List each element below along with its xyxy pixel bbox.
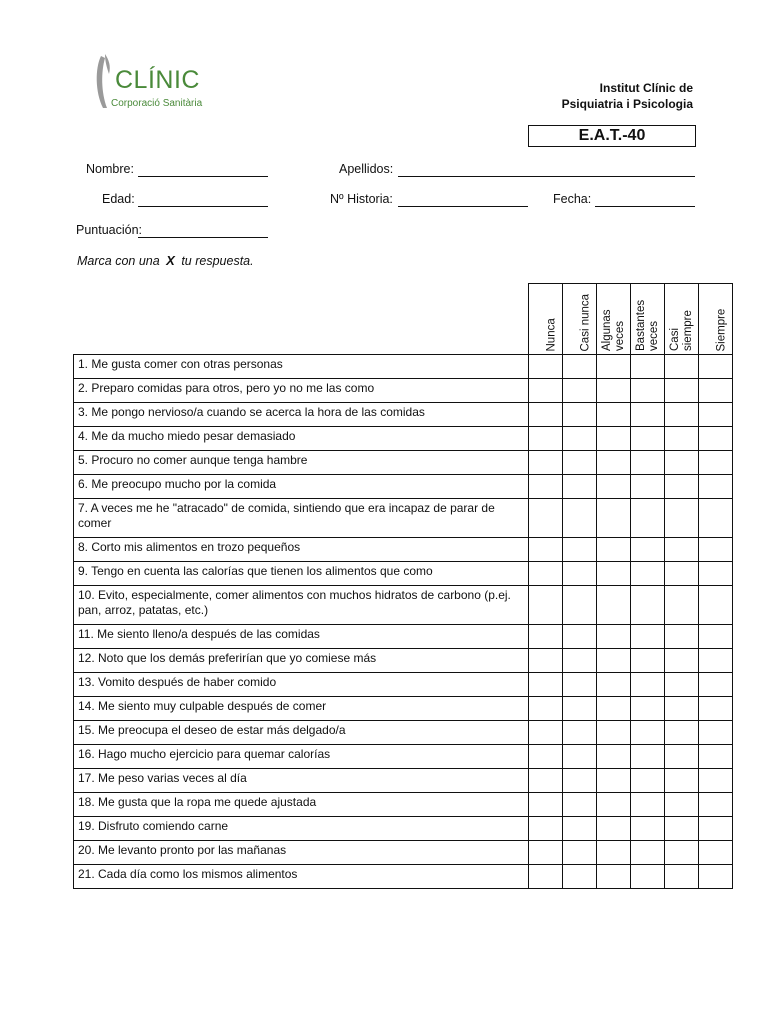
answer-cell[interactable]	[665, 721, 699, 745]
option-algunas-veces	[597, 284, 631, 355]
option-label: Casi siempre	[669, 310, 694, 351]
question-row	[74, 355, 733, 379]
answer-cell[interactable]	[699, 841, 733, 865]
answer-cell[interactable]	[563, 562, 597, 586]
question-row	[74, 451, 733, 475]
answer-cell[interactable]	[563, 745, 597, 769]
answer-cell[interactable]	[597, 427, 631, 451]
answer-cell[interactable]	[665, 841, 699, 865]
answer-cell[interactable]	[529, 817, 563, 841]
edad-label: Edad:	[102, 192, 135, 206]
answer-cell[interactable]	[699, 769, 733, 793]
question-text: 6. Me preocupo mucho por la comida	[74, 475, 529, 499]
question-row	[74, 649, 733, 673]
answer-cell[interactable]	[631, 475, 665, 499]
option-nunca	[529, 284, 563, 355]
answer-cell[interactable]	[699, 625, 733, 649]
answer-cell[interactable]	[631, 817, 665, 841]
question-text: 7. A veces me he "atracado" de comida, sintiendo que era incapaz de parar de comer	[74, 499, 529, 538]
answer-cell[interactable]	[665, 499, 699, 538]
answer-cell[interactable]	[631, 562, 665, 586]
answer-cell[interactable]	[665, 586, 699, 625]
answer-cell[interactable]	[597, 625, 631, 649]
answer-cell[interactable]	[529, 499, 563, 538]
answer-cell[interactable]	[699, 451, 733, 475]
answer-cell[interactable]	[699, 649, 733, 673]
answer-cell[interactable]	[529, 403, 563, 427]
answer-cell[interactable]	[563, 379, 597, 403]
question-text: 2. Preparo comidas para otros, pero yo no me las como	[74, 379, 529, 403]
answer-cell[interactable]	[597, 745, 631, 769]
answer-cell[interactable]	[665, 625, 699, 649]
answer-cell[interactable]	[665, 562, 699, 586]
answer-cell[interactable]	[597, 865, 631, 889]
answer-cell[interactable]	[597, 793, 631, 817]
question-text: 19. Disfruto comiendo carne	[74, 817, 529, 841]
question-text: 5. Procuro no comer aunque tenga hambre	[74, 451, 529, 475]
answer-cell[interactable]	[699, 586, 733, 625]
question-row	[74, 586, 733, 625]
answer-cell[interactable]	[529, 649, 563, 673]
answer-cell[interactable]	[563, 403, 597, 427]
question-text: 9. Tengo en cuenta las calorías que tienen los alimentos que como	[74, 562, 529, 586]
option-casi-nunca	[563, 284, 597, 355]
option-label: Casi nunca	[579, 293, 592, 351]
question-text: 11. Me siento lleno/a después de las comidas	[74, 625, 529, 649]
answer-cell[interactable]	[665, 475, 699, 499]
question-text: 13. Vomito después de haber comido	[74, 673, 529, 697]
instruction-before: Marca con una	[77, 254, 160, 268]
question-row	[74, 379, 733, 403]
instruction-mark: X	[166, 253, 175, 268]
answer-cell[interactable]	[597, 721, 631, 745]
answer-cell[interactable]	[665, 355, 699, 379]
answer-cell[interactable]	[529, 841, 563, 865]
question-text: 20. Me levanto pronto por las mañanas	[74, 841, 529, 865]
question-row	[74, 793, 733, 817]
answer-cell[interactable]	[631, 538, 665, 562]
answer-cell[interactable]	[699, 355, 733, 379]
question-text: 8. Corto mis alimentos en trozo pequeños	[74, 538, 529, 562]
answer-cell[interactable]	[529, 745, 563, 769]
answer-cell[interactable]	[529, 673, 563, 697]
question-row	[74, 625, 733, 649]
question-row	[74, 475, 733, 499]
answer-cell[interactable]	[563, 793, 597, 817]
question-row	[74, 697, 733, 721]
answer-cell[interactable]	[529, 562, 563, 586]
apellidos-label: Apellidos:	[339, 162, 394, 176]
answer-cell[interactable]	[529, 355, 563, 379]
option-casi-siempre	[665, 284, 699, 355]
answer-cell[interactable]	[665, 745, 699, 769]
answer-cell[interactable]	[699, 865, 733, 889]
answer-cell[interactable]	[529, 697, 563, 721]
answer-cell[interactable]	[699, 427, 733, 451]
fecha-label: Fecha:	[553, 192, 592, 206]
answer-cell[interactable]	[563, 499, 597, 538]
question-text: 21. Cada día como los mismos alimentos	[74, 865, 529, 889]
nombre-field[interactable]	[138, 176, 268, 177]
answer-cell[interactable]	[665, 379, 699, 403]
answer-cell[interactable]	[665, 793, 699, 817]
answer-cell[interactable]	[699, 745, 733, 769]
instruction-after: tu respuesta.	[181, 254, 254, 268]
logo-name: CLÍNIC	[115, 66, 200, 94]
question-text: 12. Noto que los demás preferirían que yo comiese más	[74, 649, 529, 673]
answer-cell[interactable]	[597, 841, 631, 865]
answer-cell[interactable]	[631, 769, 665, 793]
answer-cell[interactable]	[597, 403, 631, 427]
question-text: 15. Me preocupa el deseo de estar más delgado/a	[74, 721, 529, 745]
answer-cell[interactable]	[631, 841, 665, 865]
answer-cell[interactable]	[631, 745, 665, 769]
answer-cell[interactable]	[699, 673, 733, 697]
question-row	[74, 538, 733, 562]
question-text: 3. Me pongo nervioso/a cuando se acerca la hora de las comidas	[74, 403, 529, 427]
nombre-label: Nombre:	[86, 162, 134, 176]
answer-cell[interactable]	[631, 355, 665, 379]
instruction-text	[77, 253, 254, 268]
answer-cell[interactable]	[665, 403, 699, 427]
question-row	[74, 721, 733, 745]
answer-cell[interactable]	[665, 769, 699, 793]
institute-line-1: Institut Clínic de	[599, 81, 693, 95]
answer-cell[interactable]	[699, 562, 733, 586]
question-text: 14. Me siento muy culpable después de comer	[74, 697, 529, 721]
options-header-row	[74, 284, 733, 355]
answer-cell[interactable]	[699, 499, 733, 538]
answer-cell[interactable]	[529, 451, 563, 475]
question-row	[74, 562, 733, 586]
option-label: Algunas veces	[601, 309, 626, 351]
historia-label: Nº Historia:	[330, 192, 393, 206]
question-row	[74, 769, 733, 793]
answer-cell[interactable]	[631, 403, 665, 427]
question-text: 17. Me peso varias veces al día	[74, 769, 529, 793]
institute-line-2: Psiquiatria i Psicologia	[561, 97, 693, 111]
answer-cell[interactable]	[529, 721, 563, 745]
answer-cell[interactable]	[563, 538, 597, 562]
answer-cell[interactable]	[563, 649, 597, 673]
answer-cell[interactable]	[597, 355, 631, 379]
answer-cell[interactable]	[529, 475, 563, 499]
question-text: 1. Me gusta comer con otras personas	[74, 355, 529, 379]
header-blank	[74, 284, 529, 355]
answer-cell[interactable]	[563, 586, 597, 625]
answer-cell[interactable]	[563, 721, 597, 745]
clinic-logo	[93, 52, 223, 118]
answer-cell[interactable]	[631, 697, 665, 721]
answer-cell[interactable]	[665, 538, 699, 562]
question-text: 18. Me gusta que la ropa me quede ajustada	[74, 793, 529, 817]
option-siempre	[699, 284, 733, 355]
answer-cell[interactable]	[597, 475, 631, 499]
answer-cell[interactable]	[529, 625, 563, 649]
answer-cell[interactable]	[699, 817, 733, 841]
questionnaire-table	[73, 283, 733, 889]
answer-cell[interactable]	[529, 427, 563, 451]
historia-field[interactable]	[398, 206, 528, 207]
answer-cell[interactable]	[563, 475, 597, 499]
answer-cell[interactable]	[597, 538, 631, 562]
answer-cell[interactable]	[563, 697, 597, 721]
answer-cell[interactable]	[529, 769, 563, 793]
fecha-field[interactable]	[595, 206, 695, 207]
answer-cell[interactable]	[631, 586, 665, 625]
answer-cell[interactable]	[529, 538, 563, 562]
institute-name	[562, 80, 693, 112]
question-row	[74, 499, 733, 538]
answer-cell[interactable]	[665, 865, 699, 889]
answer-cell[interactable]	[529, 865, 563, 889]
answer-cell[interactable]	[597, 649, 631, 673]
question-row	[74, 817, 733, 841]
answer-cell[interactable]	[665, 673, 699, 697]
question-text: 10. Evito, especialmente, comer alimentos con muchos hidratos de carbono (p.ej. pan, arroz, patatas, etc.)	[74, 586, 529, 625]
option-bastantes-veces	[631, 284, 665, 355]
answer-cell[interactable]	[597, 451, 631, 475]
question-row	[74, 673, 733, 697]
question-row	[74, 403, 733, 427]
answer-cell[interactable]	[699, 793, 733, 817]
answer-cell[interactable]	[665, 817, 699, 841]
answer-cell[interactable]	[631, 499, 665, 538]
answer-cell[interactable]	[563, 817, 597, 841]
answer-cell[interactable]	[597, 673, 631, 697]
answer-cell[interactable]	[563, 865, 597, 889]
answer-cell[interactable]	[665, 451, 699, 475]
option-label: Siempre	[715, 308, 728, 351]
option-label: Nunca	[545, 317, 558, 351]
answer-cell[interactable]	[665, 697, 699, 721]
apellidos-field[interactable]	[398, 176, 695, 177]
answer-cell[interactable]	[529, 586, 563, 625]
answer-cell[interactable]	[699, 379, 733, 403]
puntuacion-label: Puntuación:	[76, 223, 143, 237]
answer-cell[interactable]	[631, 427, 665, 451]
question-row	[74, 745, 733, 769]
answer-cell[interactable]	[631, 625, 665, 649]
question-row	[74, 427, 733, 451]
answer-cell[interactable]	[563, 451, 597, 475]
answer-cell[interactable]	[563, 673, 597, 697]
answer-cell[interactable]	[631, 379, 665, 403]
form-title: E.A.T.-40	[528, 125, 696, 147]
question-text: 4. Me da mucho miedo pesar demasiado	[74, 427, 529, 451]
edad-field[interactable]	[138, 206, 268, 207]
answer-cell[interactable]	[529, 379, 563, 403]
answer-cell[interactable]	[631, 451, 665, 475]
answer-cell[interactable]	[665, 427, 699, 451]
question-row	[74, 865, 733, 889]
logo-subtitle: Corporació Sanitària	[111, 98, 203, 109]
answer-cell[interactable]	[563, 427, 597, 451]
answer-cell[interactable]	[699, 721, 733, 745]
answer-cell[interactable]	[631, 793, 665, 817]
answer-cell[interactable]	[631, 721, 665, 745]
answer-cell[interactable]	[631, 649, 665, 673]
answer-cell[interactable]	[597, 586, 631, 625]
answer-cell[interactable]	[699, 403, 733, 427]
question-text: 16. Hago mucho ejercicio para quemar calorías	[74, 745, 529, 769]
answer-cell[interactable]	[665, 649, 699, 673]
answer-cell[interactable]	[563, 625, 597, 649]
answer-cell[interactable]	[563, 355, 597, 379]
answer-cell[interactable]	[597, 817, 631, 841]
answer-cell[interactable]	[631, 673, 665, 697]
question-row	[74, 841, 733, 865]
answer-cell[interactable]	[597, 769, 631, 793]
answer-cell[interactable]	[597, 379, 631, 403]
answer-cell[interactable]	[597, 562, 631, 586]
answer-cell[interactable]	[563, 841, 597, 865]
answer-cell[interactable]	[529, 793, 563, 817]
puntuacion-field[interactable]	[138, 237, 268, 238]
answer-cell[interactable]	[597, 499, 631, 538]
answer-cell[interactable]	[563, 769, 597, 793]
answer-cell[interactable]	[699, 538, 733, 562]
answer-cell[interactable]	[597, 697, 631, 721]
answer-cell[interactable]	[699, 475, 733, 499]
answer-cell[interactable]	[631, 865, 665, 889]
option-label: Bastantes veces	[635, 299, 660, 351]
answer-cell[interactable]	[699, 697, 733, 721]
